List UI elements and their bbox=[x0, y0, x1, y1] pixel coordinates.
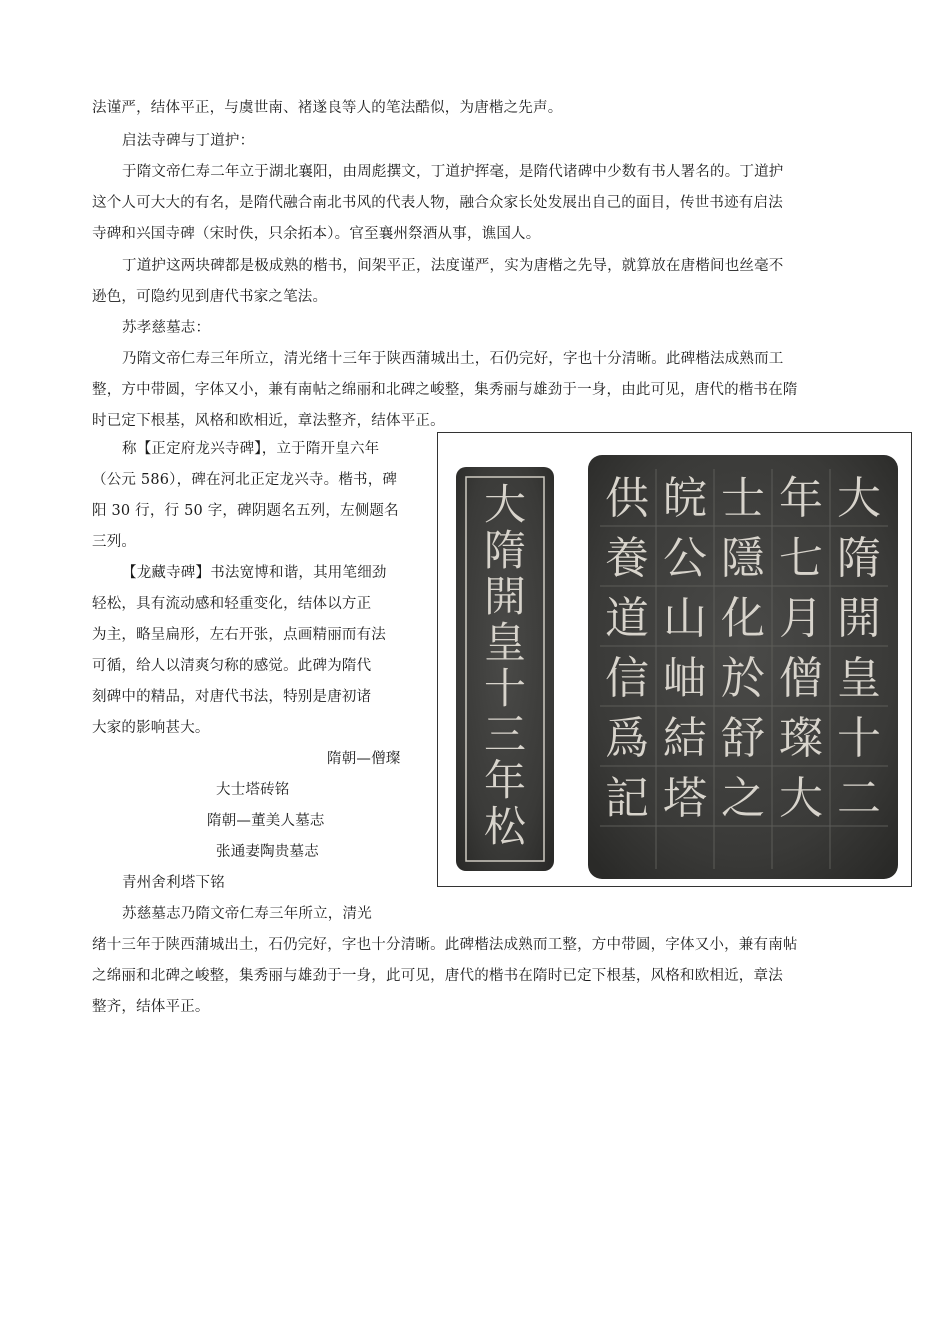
inscription-glyph: 大 bbox=[779, 773, 823, 824]
paragraph-line: 可循，给人以清爽匀称的感觉。此碑为隋代 bbox=[92, 658, 372, 674]
inscription-glyph: 塔 bbox=[663, 773, 707, 824]
inscription-glyph: 士 bbox=[721, 473, 765, 524]
paragraph-line: 寺碑和兴国寺碑（宋时佚，只余拓本）。官至襄州祭酒从事，谯国人。 bbox=[92, 226, 541, 242]
caption-line: 大士塔砖铭 bbox=[216, 782, 290, 798]
paragraph-line: 丁道护这两块碑都是极成熟的楷书，间架平正，法度谨严，实为唐楷之先导，就算放在唐楷间也丝毫不 bbox=[122, 258, 784, 274]
inscription-glyph: 十 bbox=[837, 713, 881, 764]
paragraph-line: 之绵丽和北碑之峻整，集秀丽与雄劲于一身，此可见，唐代的楷书在隋时已定下根基，风格和欧相近，章法 bbox=[92, 968, 783, 984]
paragraph-line: 为主，略呈扁形，左右开张，点画精丽而有法 bbox=[92, 627, 386, 643]
inscription-glyph: 年 bbox=[779, 473, 823, 524]
inscription-glyph: 養 bbox=[605, 533, 649, 584]
inscription-glyph: 皖 bbox=[663, 473, 707, 524]
title-column-glyphs bbox=[484, 480, 527, 851]
title-glyph: 皇 bbox=[483, 618, 527, 667]
caption-line: 隋朝—僧璨 bbox=[327, 751, 401, 767]
paragraph-line: 大家的影响甚大。 bbox=[92, 720, 210, 736]
paragraph-line: 整，方中带圆，字体又小，兼有南帖之绵丽和北碑之峻整，集秀丽与雄劲于一身，由此可见，唐代的楷书在隋 bbox=[92, 382, 798, 398]
inscription-glyph: 記 bbox=[605, 773, 649, 824]
paragraph-line: 逊色，可隐约见到唐代书家之笔法。 bbox=[92, 289, 328, 305]
inscription-glyph: 僧 bbox=[779, 653, 823, 704]
inscription-glyph: 供 bbox=[605, 473, 649, 524]
inscription-glyph: 山 bbox=[663, 593, 707, 644]
inscription-glyph: 大 bbox=[837, 473, 881, 524]
inscription-glyph: 岫 bbox=[663, 653, 707, 704]
paragraph-line: 刻碑中的精品，对唐代书法，特别是唐初诸 bbox=[92, 689, 372, 705]
title-glyph: 開 bbox=[483, 572, 527, 621]
paragraph-line: 绪十三年于陕西蒲城出土，石仍完好，字也十分清晰。此碑楷法成熟而工整，方中带圆，字体又小，兼有南帖 bbox=[92, 937, 798, 953]
inscription-glyph: 舒 bbox=[721, 713, 765, 764]
title-glyph: 隋 bbox=[483, 526, 527, 575]
paragraph-line: 时已定下根基，风格和欧相近，章法整齐，结体平正。 bbox=[92, 413, 445, 429]
paragraph-line: 整齐，结体平正。 bbox=[92, 999, 210, 1015]
paragraph-line: 阳 30 行，行 50 字，碑阴题名五列，左侧题名 bbox=[92, 503, 399, 519]
paragraph-line: 法谨严，结体平正，与虞世南、褚遂良等人的笔法酷似，为唐楷之先声。 bbox=[92, 100, 563, 116]
title-glyph: 年 bbox=[483, 756, 527, 805]
inscription-glyph: 結 bbox=[663, 713, 707, 764]
inscription-glyph: 二 bbox=[837, 773, 881, 824]
inscription-glyph: 隋 bbox=[837, 533, 881, 584]
inscription-glyph: 月 bbox=[779, 593, 823, 644]
paragraph-line: （公元 586），碑在河北正定龙兴寺。楷书，碑 bbox=[92, 472, 398, 488]
paragraph-line: 三列。 bbox=[92, 534, 137, 550]
inscription-glyph: 之 bbox=[721, 773, 765, 824]
section-heading: 苏孝慈墓志： bbox=[122, 320, 211, 336]
inscription-glyph: 爲 bbox=[605, 713, 649, 764]
paragraph-line: 这个人可大大的有名，是隋代融合南北书风的代表人物，融合众家长处发展出自己的面目，传世书迹有启法 bbox=[92, 195, 783, 211]
inscription-glyph: 道 bbox=[605, 593, 649, 644]
inscription-glyph: 隱 bbox=[721, 533, 765, 584]
inscription-glyph: 皇 bbox=[837, 653, 881, 704]
title-glyph: 十 bbox=[483, 664, 527, 713]
paragraph-line: 于隋文帝仁寿二年立于湖北襄阳，由周彪撰文，丁道护挥毫，是隋代诸碑中少数有书人署名的。丁道护 bbox=[122, 164, 784, 180]
paragraph-line: 轻松，具有流动感和轻重变化，结体以方正 bbox=[92, 596, 372, 612]
inscription-glyph: 開 bbox=[837, 593, 881, 644]
section-heading: 青州舍利塔下铭 bbox=[122, 875, 225, 891]
inscription-glyph: 七 bbox=[779, 533, 823, 584]
section-heading: 启法寺碑与丁道护： bbox=[122, 133, 255, 149]
title-glyph: 三 bbox=[483, 710, 527, 759]
caption-line: 隋朝—董美人墓志 bbox=[207, 813, 325, 829]
paragraph-line: 称【正定府龙兴寺碑】，立于隋开皇六年 bbox=[122, 441, 380, 457]
inscription-glyph: 化 bbox=[721, 593, 765, 644]
inscription-glyph: 於 bbox=[721, 653, 765, 704]
paragraph-line: 苏慈墓志乃隋文帝仁寿三年所立，清光 bbox=[122, 906, 372, 922]
inscription-glyph: 璨 bbox=[779, 713, 823, 764]
paragraph-line: 【龙藏寺碑】书法宽博和谐，其用笔细劲 bbox=[122, 565, 387, 581]
caption-line: 张通妻陶贵墓志 bbox=[216, 844, 319, 860]
title-glyph: 松 bbox=[483, 802, 527, 851]
paragraph-line: 乃隋文帝仁寿三年所立，清光绪十三年于陕西蒲城出土，石仍完好，字也十分清晰。此碑楷法成熟而工 bbox=[122, 351, 784, 367]
title-glyph: 大 bbox=[483, 480, 527, 529]
stele-rubbing-image bbox=[437, 432, 912, 887]
inscription-glyph: 公 bbox=[663, 533, 707, 584]
inscription-glyph: 信 bbox=[605, 653, 649, 704]
